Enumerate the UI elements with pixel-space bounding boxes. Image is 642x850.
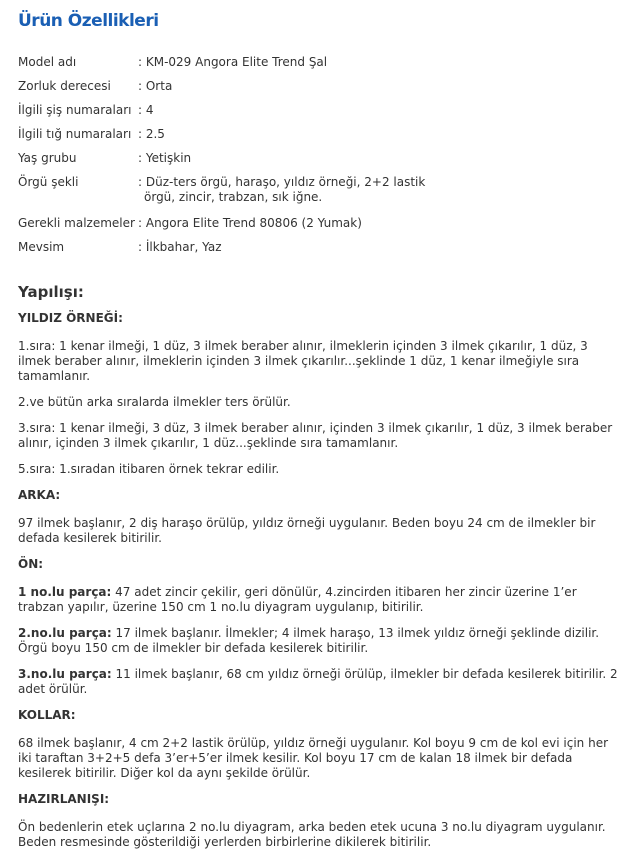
spec-value: : Yetişkin xyxy=(138,151,192,165)
heading-on: ÖN: xyxy=(18,557,44,571)
spec-value-line: örgü, zincir, trabzan, sık iğne. xyxy=(144,190,323,204)
spec-label: Yaş grubu xyxy=(18,151,77,165)
paragraph xyxy=(18,626,624,656)
spec-value: : KM-029 Angora Elite Trend Şal xyxy=(138,55,328,69)
paragraph-text: 11 ilmek başlanır, 68 cm yıldız örneği örülüp, ilmekler bir defada kesilerek bitirilir. 2 adet örülür. xyxy=(18,667,618,696)
spec-value: : 2.5 xyxy=(138,127,165,141)
paragraph: 2.ve bütün arka sıralarda ilmekler ters örülür. xyxy=(18,395,291,409)
heading-hazirlanisi: HAZIRLANIŞI: xyxy=(18,792,110,806)
paragraph xyxy=(18,667,624,697)
spec-label: İlgili şiş numaraları xyxy=(18,103,132,117)
spec-label: İlgili tığ numaraları xyxy=(18,127,132,141)
spec-value: : 4 xyxy=(138,103,154,117)
spec-table xyxy=(18,50,624,259)
paragraph: 5.sıra: 1.sıradan itibaren örnek tekrar edilir. xyxy=(18,462,280,476)
paragraph: 68 ilmek başlanır, 4 cm 2+2 lastik örülüp, yıldız örneği uygulanır. Kol boyu 9 cm de kol evi için her iki taraftan 3+2+5 defa 3’er+5’er ilmek kesilir. Kol boyu 17 cm de kalan 18 ilmek bir defada kesilerek bitirilir. Diğer kol da aynı şekilde örülür. xyxy=(18,736,609,780)
spec-value: : Angora Elite Trend 80806 (2 Yumak) xyxy=(138,216,362,230)
paragraph: 97 ilmek başlanır, 2 diş haraşo örülüp, yıldız örneği uygulanır. Beden boyu 24 cm de ilmekler bir defada kesilerek bitirilir. xyxy=(18,516,596,545)
spec-value-line: : Düz-ters örgü, haraşo, yıldız örneği, 2+2 lastik xyxy=(138,175,426,189)
spec-label: Gerekli malzemeler xyxy=(18,216,135,230)
paragraph-text: 17 ilmek başlanır. İlmekler; 4 ilmek haraşo, 13 ilmek yıldız örneği şeklinde dizilir. Örgü boyu 150 cm de ilmekler bir defada kesilerek bitirilir. xyxy=(18,626,600,655)
spec-label: Zorluk derecesi xyxy=(18,79,111,93)
spec-label: Model adı xyxy=(18,55,77,69)
paragraph: 1.sıra: 1 kenar ilmeği, 1 düz, 3 ilmek beraber alınır, ilmeklerin içinden 3 ilmek çıkarılır, 1 düz, 3 ilmek beraber alınır, ilmeklerin içinden 3 ilmek çıkarılır...şeklinde 1 düz, 1 kenar ilmeğiyle sıra tamamlanır. xyxy=(18,339,588,383)
paragraph: Ön bedenlerin etek uçlarına 2 no.lu diyagram, arka beden etek ucuna 3 no.lu diyagram uygulanır. Beden resmesinde gösterildiği yerlerden birbirlerine dikilerek bitirilir. xyxy=(18,820,606,849)
spec-label: Örgü şekli xyxy=(18,175,79,189)
part-label: 2.no.lu parça: xyxy=(18,626,112,640)
paragraph: 3.sıra: 1 kenar ilmeği, 3 düz, 3 ilmek beraber alınır, içinden 3 ilmek çıkarılır, 1 düz, 3 ilmek beraber alınır, içinden 3 ilmek çıkarılır, 1 düz...şeklinde sıra tamamlanır. xyxy=(18,421,613,450)
page-title: Ürün Özellikleri xyxy=(18,11,159,31)
section-title-yapilisi: Yapılışı: xyxy=(18,283,84,301)
paragraph xyxy=(18,585,624,615)
heading-yildiz: YILDIZ ÖRNEĞİ: xyxy=(18,311,123,325)
spec-value: : Orta xyxy=(138,79,173,93)
paragraph-text: 47 adet zincir çekilir, geri dönülür, 4.zincirden itibaren her zincir üzerine 1’er trabzan yapılır, üzerine 150 cm 1 no.lu diyagram uygulanıp, bitirilir. xyxy=(18,585,577,614)
part-label: 3.no.lu parça: xyxy=(18,667,112,681)
spec-label: Mevsim xyxy=(18,240,65,254)
heading-arka: ARKA: xyxy=(18,488,61,502)
part-label: 1 no.lu parça: xyxy=(18,585,112,599)
heading-kollar: KOLLAR: xyxy=(18,708,76,722)
spec-value xyxy=(138,170,624,211)
spec-value: : İlkbahar, Yaz xyxy=(138,240,222,254)
